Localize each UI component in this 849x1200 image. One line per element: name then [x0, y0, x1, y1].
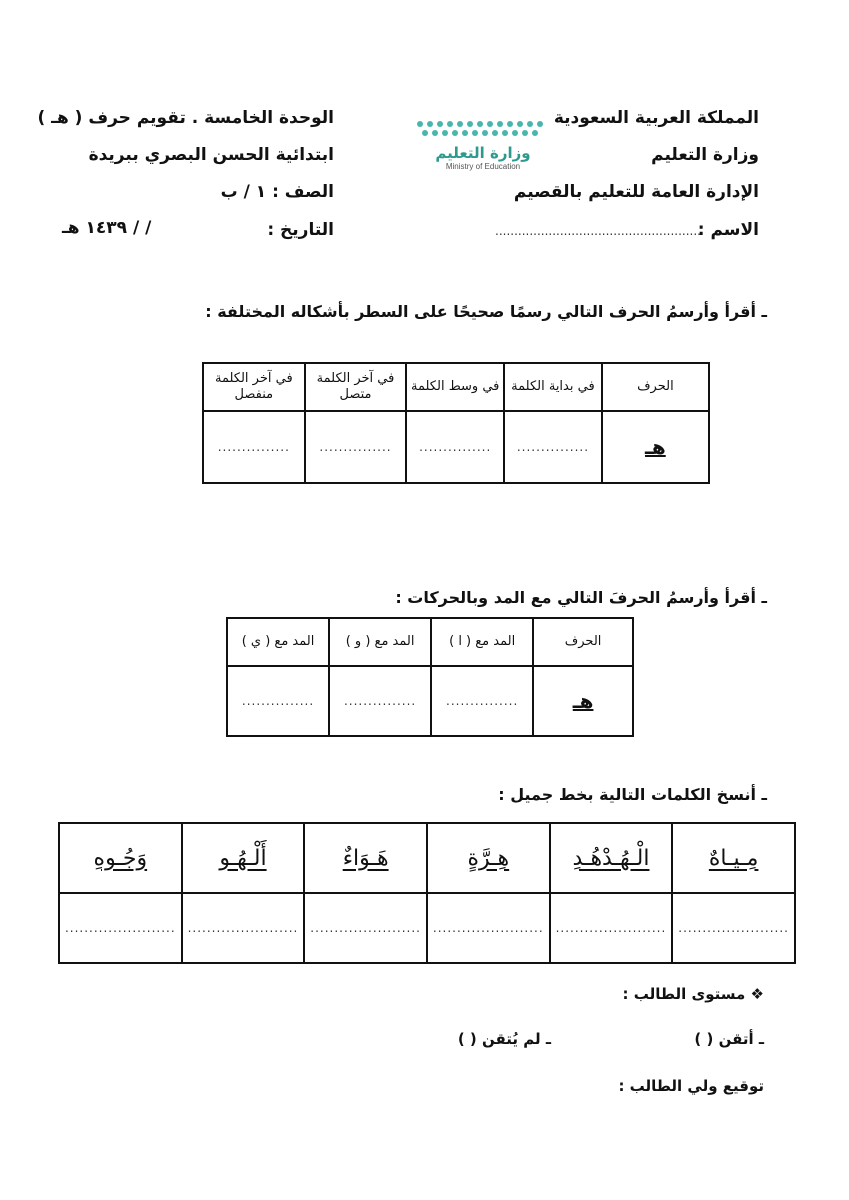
school-name: ابتدائية الحسن البصري ببريدة [88, 145, 334, 165]
section1-instruction: ـ أقرأ وأرسمُ الحرف التالي رسمًا صحيحًا على السطر بأشكاله المختلفة : [205, 302, 767, 321]
letter-cell: هـ [533, 666, 633, 736]
letter-cell: هـ [602, 411, 709, 483]
word-cell: أَلْـهُـو [182, 823, 305, 893]
word-cell: هَـوَاءٌ [304, 823, 427, 893]
not-mastered-option[interactable]: ـ لم يُتقن ( ) [457, 1030, 551, 1048]
section2-instruction: ـ أقرأ وأرسمُ الحرفَ التالي مع المد وبالحركات : [395, 588, 767, 607]
col-header-madd-ya: المد مع ( ي ) [227, 618, 329, 666]
copy-answer-cell[interactable]: ....................... [182, 893, 305, 963]
class-label: الصف : ١ / ب [220, 182, 334, 202]
answer-cell-end-separate[interactable]: ............... [203, 411, 305, 483]
directorate-title: الإدارة العامة للتعليم بالقصيم [513, 182, 759, 202]
word-cell: مِـيـاهٌ [672, 823, 795, 893]
date-value: / / ١٤٣٩ هـ [62, 218, 152, 238]
ministry-logo [408, 118, 558, 178]
copy-answer-cell[interactable]: ....................... [427, 893, 550, 963]
word-cell: وَجُـوهِ [59, 823, 182, 893]
letter-forms-table [202, 362, 710, 484]
copy-answer-cell[interactable]: ....................... [550, 893, 673, 963]
guardian-signature-label: توقيع ولي الطالب : [618, 1077, 764, 1095]
col-header-letter: الحرف [533, 618, 633, 666]
copy-words-table [58, 822, 796, 964]
kingdom-title: المملكة العربية السعودية [553, 108, 759, 128]
col-header-end-connected: في آخر الكلمة متصل [305, 363, 407, 411]
col-header-letter: الحرف [602, 363, 709, 411]
col-header-start: في بداية الكلمة [504, 363, 602, 411]
vowel-table [226, 617, 634, 737]
ministry-title: وزارة التعليم [651, 145, 759, 165]
word-cell: الْـهُـدْهُـدِ [550, 823, 673, 893]
answer-cell-middle[interactable]: ............... [406, 411, 504, 483]
answer-cell-end-connected[interactable]: ............... [305, 411, 407, 483]
name-dots: ...................................................... [495, 224, 701, 238]
answer-cell-start[interactable]: ............... [504, 411, 602, 483]
answer-cell-madd-ya[interactable]: ............... [227, 666, 329, 736]
answer-cell-madd-waw[interactable]: ............... [329, 666, 431, 736]
copy-answer-cell[interactable]: ....................... [672, 893, 795, 963]
logo-subtext: Ministry of Education [445, 162, 521, 171]
logo-text: وزارة التعليم [435, 144, 531, 162]
col-header-middle: في وسط الكلمة [406, 363, 504, 411]
answer-cell-madd-alif[interactable]: ............... [431, 666, 533, 736]
name-label: الاسم : [697, 220, 759, 240]
student-level-label: ❖ مستوى الطالب : [622, 985, 764, 1003]
word-cell: هِـرَّةٍ [427, 823, 550, 893]
unit-title: الوحدة الخامسة . تقويم حرف ( هـ ) [37, 108, 334, 128]
date-label: التاريخ : [267, 220, 334, 240]
copy-answer-cell[interactable]: ....................... [59, 893, 182, 963]
copy-answer-cell[interactable]: ....................... [304, 893, 427, 963]
col-header-madd-alif: المد مع ( ا ) [431, 618, 533, 666]
col-header-madd-waw: المد مع ( و ) [329, 618, 431, 666]
section3-instruction: ـ أنسخ الكلمات التالية بخط جميل : [498, 785, 767, 804]
col-header-small-end: في آخر الكلمة منفصل [203, 363, 305, 411]
mastered-option[interactable]: ـ أتقن ( ) [694, 1030, 764, 1048]
logo-dots-icon [408, 118, 558, 140]
